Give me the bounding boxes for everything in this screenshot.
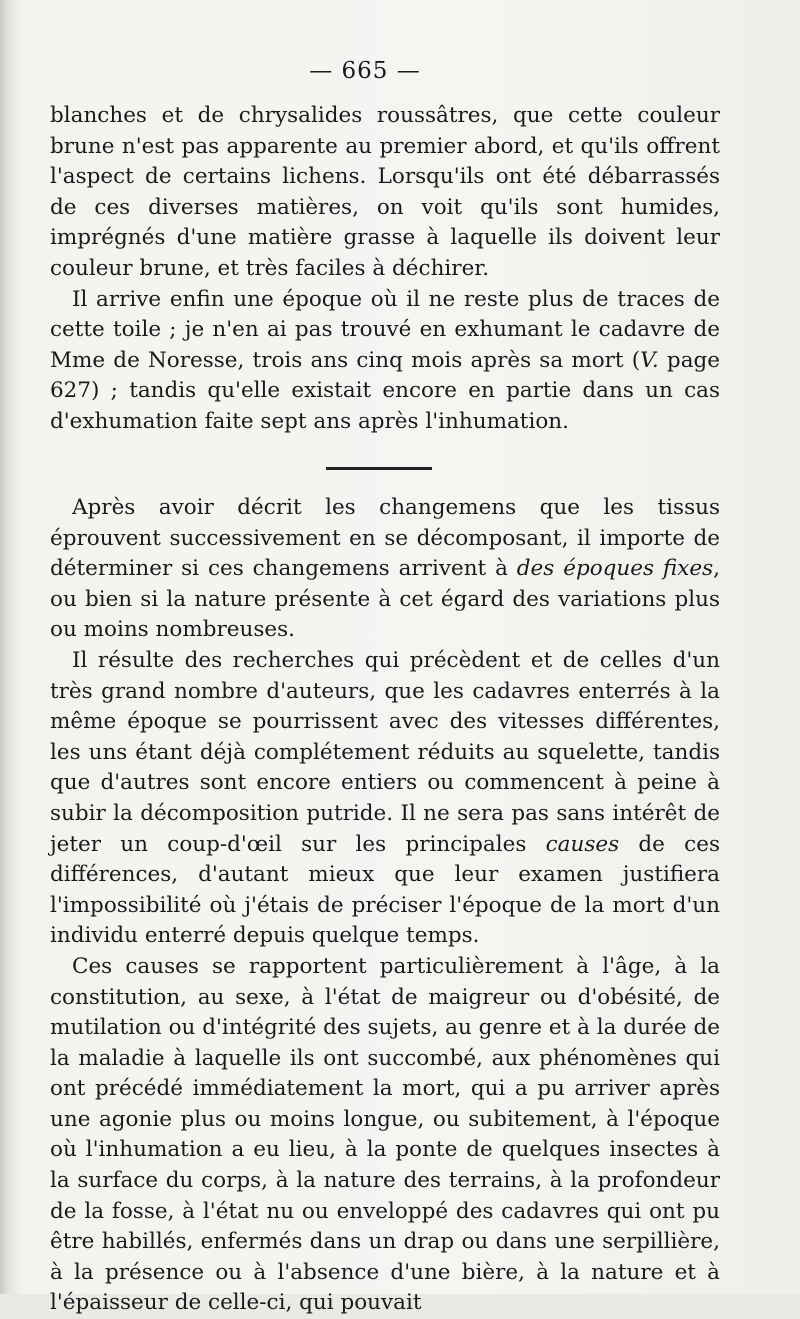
- text-block-top: [50, 101, 720, 438]
- paragraph-text: Il résulte des recherches qui précèdent et de celles d'un très grand nombre d'auteurs, que les cadavres enterrés à la même époque se pourrissent avec des vitesses différentes, les uns étant déjà complétement réduits au squelette, tandis que d'autres sont encore entiers ou commencent à peine à subir la décomposition putride. Il ne sera pas sans intérêt de jeter un coup-d'œil sur les principales: [50, 647, 720, 857]
- paragraph-causes: Ces causes se rapportent particulièrement à l'âge, à la constitution, au sexe, à l'état de maigreur ou d'obésité, de mutilation ou d'intégrité des sujets, au genre et à la durée de la maladie à laquelle ils ont succombé, aux phénomènes qui ont précédé immédiatement la mort, qui a pu arriver après une agonie plus ou moins longue, ou subitement, à l'époque où l'inhumation a eu lieu, à la ponte de quelques insectes à la surface du corps, à la nature des terrains, à la profondeur de la fosse, à l'état nu ou enveloppé des cadavres qui ont pu être habillés, enfermés dans un drap ou dans une serpillière, à la présence ou à l'absence d'une bière, à la nature et à l'épaisseur de celle-ci, qui pouvait: [50, 953, 720, 1316]
- emphasis-text: causes: [545, 831, 620, 857]
- paragraph-text: de ces différences, d'autant mieux que leur examen justifiera l'impossibilité où j'étais de préciser l'époque de la mort d'un individu enterré depuis quelque temps.: [50, 831, 720, 949]
- paragraph-text: page 627) ; tandis qu'elle existait encore en partie dans un cas d'exhumation faite sept ans après l'inhumation.: [50, 347, 720, 434]
- paragraph-toile: [50, 285, 720, 438]
- page-number: — 665 —: [309, 58, 421, 84]
- section-divider: [326, 467, 432, 470]
- paragraph-results: [50, 646, 720, 952]
- text-block-bottom: [50, 493, 720, 1319]
- paragraph-text: , ou bien si la nature présente à cet égard des variations plus ou moins nombreuses.: [50, 556, 720, 643]
- paragraph-text: Il arrive enfin une époque où il ne reste plus de traces de cette toile ; je n'en ai pas trouvé en exhumant le cadavre de Mme de Noresse, trois ans cinq mois après sa mort (: [50, 286, 720, 373]
- paragraph-changes: [50, 493, 720, 646]
- paragraph-text: Après avoir décrit les changemens que les tissus éprouvent successivement en se décomposant, il importe de déterminer si ces changemens arrivent à: [50, 495, 720, 582]
- paragraph-continuation: blanches et de chrysalides roussâtres, que cette couleur brune n'est pas apparente au premier abord, et qu'ils offrent l'aspect de certains lichens. Lorsqu'ils ont été débarrassés de ces diverses matières, on voit qu'ils sont humides, imprégnés d'une matière grasse à laquelle ils doivent leur couleur brune, et très faciles à déchirer.: [50, 103, 720, 281]
- reference-abbrev: V.: [640, 347, 659, 373]
- emphasis-text: des époques fixes: [516, 556, 714, 582]
